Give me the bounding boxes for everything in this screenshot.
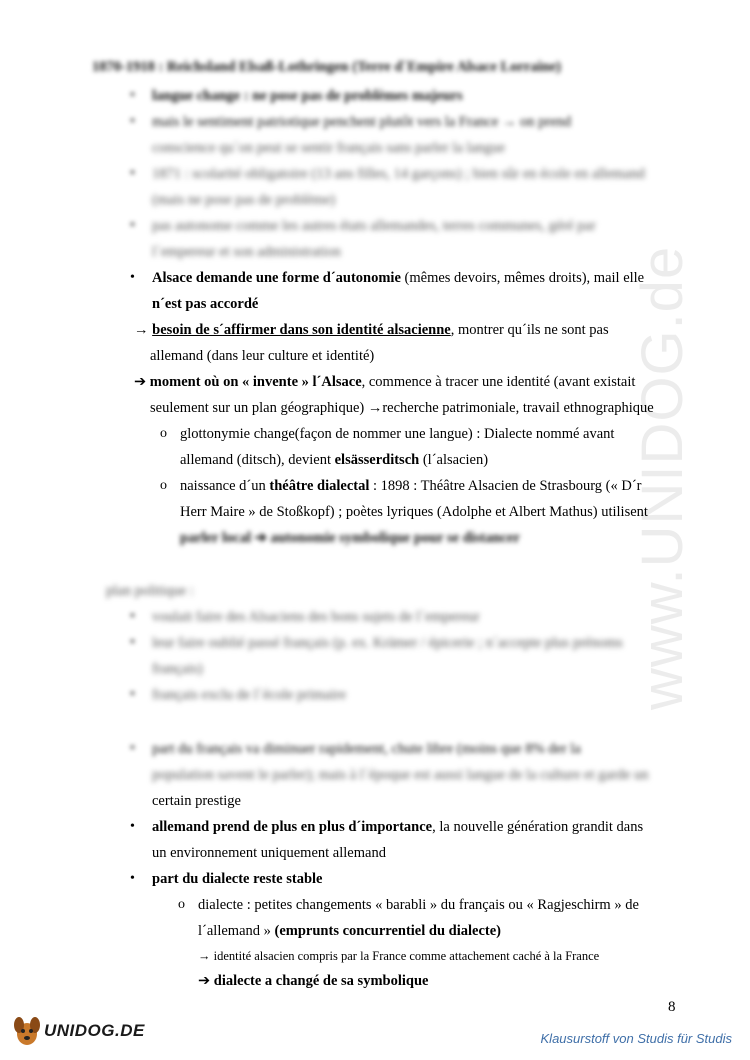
allemand-bold: allemand prend de plus en plus d´importance bbox=[152, 819, 433, 835]
glottonymie-end: (l´alsacien) bbox=[419, 452, 489, 468]
bullet: • bbox=[130, 218, 135, 233]
prestige-line: certain prestige bbox=[152, 793, 241, 809]
glottonymie-line: glottonymie change(façon de nommer une langue) : Dialecte nommé avant bbox=[180, 426, 615, 442]
blurred-line: pas autonome comme les autres états allemandes, terres communes, géré par bbox=[152, 218, 596, 234]
blurred-line: français exclu de l´école primaire bbox=[152, 687, 347, 703]
arrow-line: → identité alsacien compris par la France comme attachement caché à la France bbox=[198, 949, 600, 963]
bold-arrow-icon: ➔ bbox=[134, 374, 147, 390]
blurred-line: parler local ➔ autonomie symbolique pour se distancer bbox=[180, 530, 520, 546]
besoin-underlined: besoin de s´affirmer dans son identité alsacienne bbox=[152, 322, 451, 338]
bullet: • bbox=[130, 88, 135, 103]
blurred-line: mais le sentiment patriotique penchent plutôt vers la France → on prend bbox=[152, 114, 572, 130]
page-number: 8 bbox=[668, 999, 676, 1015]
blurred-line: (mais ne pose pas de problème) bbox=[152, 192, 336, 208]
autonomie-line2: n´est pas accordé bbox=[152, 296, 259, 312]
dialecte-line2-start: l´allemand » bbox=[198, 923, 275, 939]
sub-bullet: o bbox=[160, 426, 167, 441]
allemand-line2: un environnement uniquement allemand bbox=[152, 845, 386, 861]
blurred-line: l´empereur et son administration bbox=[152, 244, 341, 260]
blurred-line: part du français va diminuer rapidement, chute libre (moins que 8% der la bbox=[152, 741, 581, 757]
blurred-line: français) bbox=[152, 661, 203, 677]
elsaesserditsch: elsässerditsch bbox=[334, 452, 420, 468]
theatre-bold: théâtre dialectal bbox=[269, 478, 370, 494]
bullet: • bbox=[130, 114, 135, 129]
theatre-start: naissance d´un bbox=[180, 478, 270, 494]
theatre-line2: Herr Maire » de Stoßkopf) ; poètes lyriques (Adolphe et Albert Mathus) utilisent bbox=[180, 504, 648, 520]
blurred-line: leur faire oublié passé français (p. ex. Krämer / épicerie ; n´accepte plus prénoms bbox=[152, 635, 623, 651]
bullet: • bbox=[130, 635, 135, 650]
sub-bullet: o bbox=[160, 478, 167, 493]
dialecte-line: dialecte : petites changements « barabli » du français ou « Ragjeschirm » de bbox=[198, 897, 639, 913]
autonomie-bold: Alsace demande une forme d´autonomie bbox=[152, 270, 401, 286]
blurred-line: voulait faire des Alsaciens des bons sujets de l´empereur bbox=[152, 609, 480, 625]
theatre-end: : 1898 : Théâtre Alsacien de Strasbourg (« D´r bbox=[369, 478, 642, 494]
blurred-subheading: plan politique : bbox=[106, 583, 194, 599]
allemand-line bbox=[152, 814, 643, 840]
sub-bullet: o bbox=[178, 897, 185, 912]
dialecte-stable-line: part du dialecte reste stable bbox=[152, 871, 323, 887]
bullet: • bbox=[130, 166, 135, 181]
blurred-line: 1871 : scolarité obligatoire (13 ans filles, 14 garçons) ; bien sûr en école en allemand bbox=[152, 166, 645, 182]
blurred-line: population savent le parler); mais à l´époque est aussi langue de la culture et garde un bbox=[152, 767, 649, 783]
glottonymie-start: allemand (ditsch), devient bbox=[180, 452, 335, 468]
symbolique-line bbox=[198, 968, 428, 994]
moment-bold: moment où on « invente » l´Alsace bbox=[149, 374, 362, 390]
besoin-rest: , montrer qu´ils ne sont pas bbox=[450, 322, 609, 338]
moment-rest: , commence à tracer une identité (avant existait bbox=[361, 374, 636, 390]
autonomie-rest: (mêmes devoirs, mêmes droits), mail elle bbox=[400, 270, 645, 286]
autonomie-line bbox=[152, 265, 644, 291]
bullet: • bbox=[130, 819, 135, 834]
dialecte-line2 bbox=[198, 918, 501, 944]
logo-text: UNIDOG.DE bbox=[44, 1021, 145, 1040]
section-heading: 1870-1918 : Reichsland Elsaß-Lothringen (Terre d´Empire Alsace Lorraine) bbox=[92, 59, 561, 75]
moment-line bbox=[134, 369, 635, 395]
bold-arrow-icon: ➔ bbox=[198, 973, 211, 989]
emprunts-bold: (emprunts concurrentiel du dialecte) bbox=[274, 923, 501, 939]
allemand-rest: , la nouvelle génération grandit dans bbox=[432, 819, 644, 835]
blurred-line: langue change : ne pose pas de problèmes majeurs bbox=[152, 88, 463, 104]
bullet: • bbox=[130, 609, 135, 624]
moment-line2: seulement sur un plan géographique) →recherche patrimoniale, travail ethnographique bbox=[150, 400, 654, 416]
watermark: www.UNIDOG.de bbox=[630, 245, 695, 710]
dog-icon bbox=[10, 1012, 44, 1048]
symbolique-bold: dialecte a changé de sa symbolique bbox=[213, 973, 429, 989]
besoin-line bbox=[134, 317, 609, 343]
theatre-line bbox=[180, 473, 641, 499]
bullet: • bbox=[130, 741, 135, 756]
bullet: • bbox=[130, 687, 135, 702]
bullet: • bbox=[130, 270, 135, 285]
blurred-line: conscience qu´on peut se sentir français sans parler la langue bbox=[152, 140, 506, 156]
footer-slogan: Klausurstoff von Studis für Studis bbox=[540, 1031, 732, 1046]
bullet: • bbox=[130, 871, 135, 886]
glottonymie-line2 bbox=[180, 447, 488, 473]
unidog-logo bbox=[10, 1012, 160, 1050]
arrow-icon: → bbox=[134, 322, 149, 338]
besoin-line2: allemand (dans leur culture et identité) bbox=[150, 348, 375, 364]
